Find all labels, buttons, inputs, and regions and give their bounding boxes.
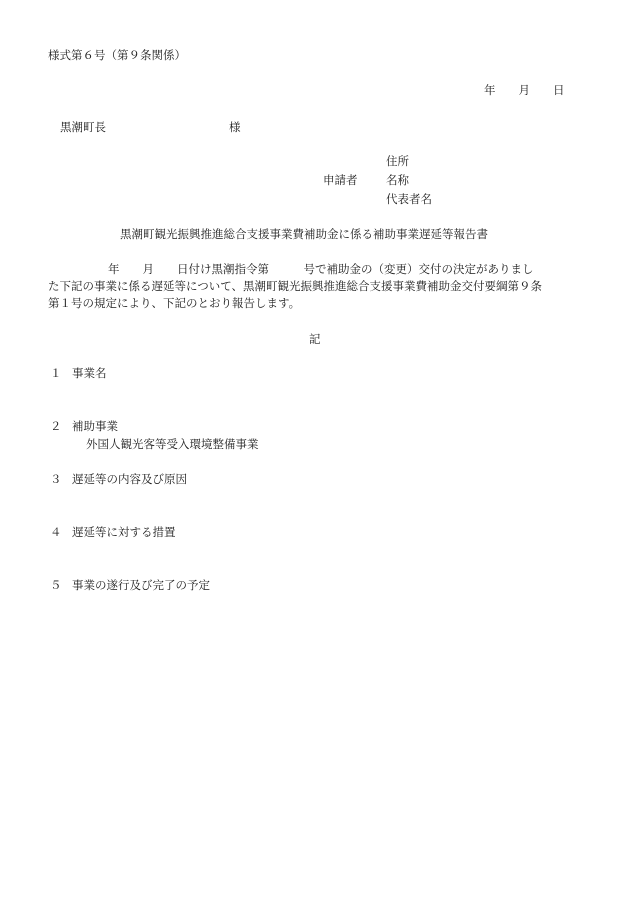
item-detail: 外国人観光客等受入環境整備事業 [86, 437, 259, 451]
document-title: 黒潮町観光振興推進総合支援事業費補助金に係る補助事業遅延等報告書 [120, 227, 488, 241]
applicant-representative-label: 代表者名 [386, 192, 432, 206]
body-text-line: た下記の事業に係る遅延等について、黒潮町観光振興推進総合支援事業費補助金交付要綱第９条 [48, 279, 543, 293]
applicant-address-label: 住所 [386, 154, 409, 168]
honorific: 様 [229, 120, 241, 134]
ki-heading: 記 [309, 332, 321, 346]
item-number: ４ [50, 525, 62, 539]
list-item [50, 368, 107, 380]
date-line: 年 月 日 [484, 83, 565, 97]
list-item [50, 527, 176, 539]
item-label: 遅延等の内容及び原因 [72, 472, 187, 486]
body-text-line: 第１号の規定により、下記のとおり報告します。 [48, 296, 301, 310]
form-number: 様式第６号（第９条関係） [48, 48, 186, 62]
list-item [50, 421, 118, 433]
item-label: 補助事業 [72, 419, 118, 433]
item-number: １ [50, 366, 62, 380]
item-label: 遅延等に対する措置 [72, 525, 176, 539]
addressee: 黒潮町長 [60, 120, 106, 134]
item-number: ５ [50, 578, 62, 592]
item-label: 事業の遂行及び完了の予定 [72, 578, 210, 592]
list-item [50, 474, 187, 486]
body-text-line: 年 月 日付け黒潮指令第 号で補助金の（変更）交付の決定がありまし [108, 262, 534, 276]
item-number: ３ [50, 472, 62, 486]
applicant-name-label: 名称 [386, 173, 409, 187]
item-number: ２ [50, 419, 62, 433]
applicant-label: 申請者 [323, 173, 358, 187]
item-label: 事業名 [72, 366, 107, 380]
list-item [50, 580, 210, 592]
